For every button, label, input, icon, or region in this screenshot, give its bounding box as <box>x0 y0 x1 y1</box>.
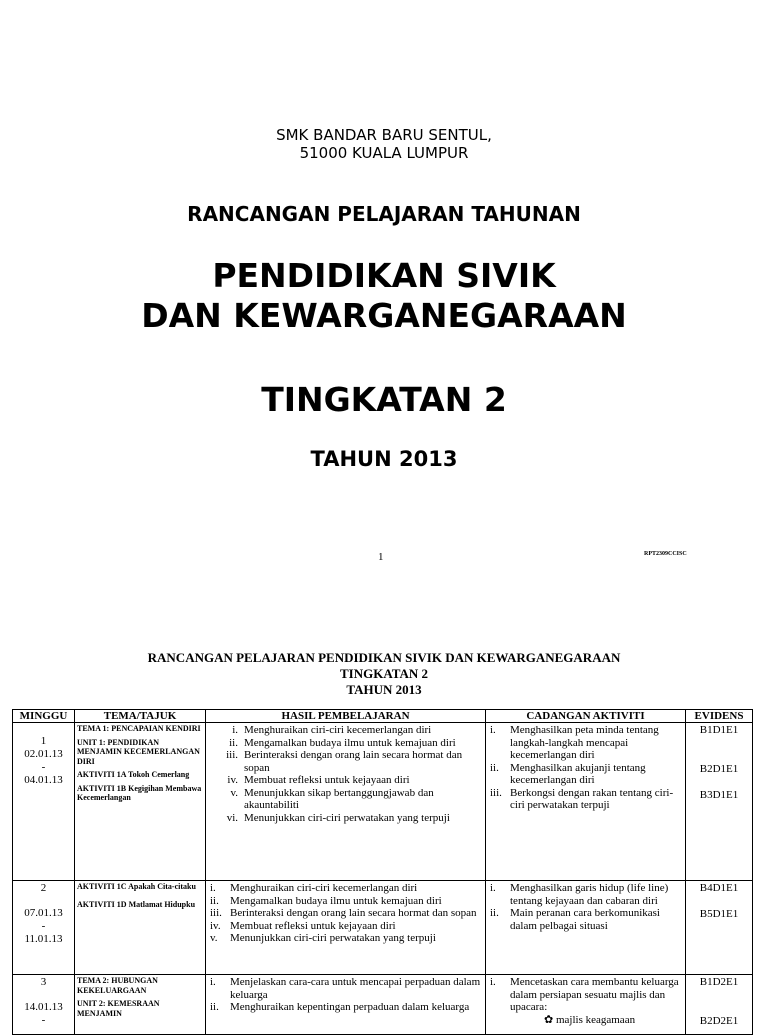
date-dash: - <box>41 761 46 773</box>
theme-title: TEMA 2: HUBUNGAN KEKELUARGAAN <box>77 976 158 995</box>
list-item: v. Menunjukkan sikap bertanggungjawab dan akauntabiliti <box>230 786 434 811</box>
date-dash: - <box>41 920 46 932</box>
document-code: RPT2309CCISC <box>644 551 687 557</box>
list-item: v. Menunjukkan ciri-ciri perwatakan yang terpuji <box>210 932 436 944</box>
theme-title: TEMA 1: PENCAPAIAN KENDIRI <box>77 724 201 733</box>
evidence-code: B1D2E1 <box>699 976 739 988</box>
list-item: ii. Main peranan cara berkomunikasi dalam pelbagai situasi <box>490 907 660 932</box>
activities-cell <box>486 723 686 881</box>
unit-title: UNIT 1: PENDIDIKAN MENJAMIN KECEMERLANGAN DIRI <box>77 737 200 766</box>
list-item: ii. Menghuraikan kepentingan perpaduan dalam keluarga <box>210 1001 470 1013</box>
table-row <box>13 881 753 975</box>
header-evidence: EVIDENS <box>686 710 753 723</box>
evidence-code: B2D2E1 <box>699 1015 739 1027</box>
evidence-code: B4D1E1 <box>699 882 739 894</box>
page2-year: TAHUN 2013 <box>346 682 422 697</box>
week-number: 2 <box>40 882 47 894</box>
outcomes-cell <box>206 881 486 975</box>
header-theme: TEMA/TAJUK <box>75 710 206 723</box>
bullet-icon: ✿ <box>544 1013 556 1026</box>
week-number: 3 <box>40 976 47 988</box>
page2-title: RANCANGAN PELAJARAN PENDIDIKAN SIVIK DAN KEWARGANEGARAAN <box>147 650 621 665</box>
outcomes-cell <box>206 975 486 1035</box>
sub-list-item: ✿ majlis keagamaan <box>544 1013 636 1026</box>
list-item: i. Mencetaskan cara membantu keluarga dalam persiapan sesuatu majlis dan upacara: <box>490 976 679 1013</box>
table-header-row <box>13 710 753 723</box>
evidence-code: B5D1E1 <box>699 908 739 920</box>
list-item: i. Menghuraikan ciri-ciri kecemerlangan diri <box>232 724 432 736</box>
theme-cell <box>75 723 206 881</box>
week-cell <box>13 975 75 1035</box>
week-cell <box>13 723 75 881</box>
list-item: iii. Berinteraksi dengan orang lain secara hormat dan sopan <box>210 907 477 919</box>
year-label: TAHUN 2013 <box>310 447 458 471</box>
form-level: TINGKATAN 2 <box>261 380 507 419</box>
header-outcomes: HASIL PEMBELAJARAN <box>206 710 486 723</box>
page2-form: TINGKATAN 2 <box>340 666 428 681</box>
theme-cell <box>75 975 206 1035</box>
date-start: 07.01.13 <box>24 907 63 919</box>
list-item: iv. Membuat refleksi untuk kejayaan diri <box>210 919 396 932</box>
week-number: 1 <box>40 735 47 747</box>
list-item: ii. Menghasilkan akujanji tentang kecemerlangan diri <box>490 761 646 786</box>
table-row <box>13 723 753 881</box>
plan-title: RANCANGAN PELAJARAN TAHUNAN <box>187 202 581 226</box>
list-item: iii. Berkongsi dengan rakan tentang ciri-ciri perwatakan terpuji <box>490 786 674 811</box>
evidence-cell <box>686 723 753 881</box>
evidence-code: B2D1E1 <box>699 763 739 775</box>
list-item: iv. Membuat refleksi untuk kejayaan diri <box>227 774 410 786</box>
table-row <box>13 975 753 1035</box>
activities-cell <box>486 881 686 975</box>
theme-cell <box>75 881 206 975</box>
activity-title: AKTIVITI 1B Kegigihan Membawa Kecemerlangan <box>77 783 202 802</box>
date-start: 02.01.13 <box>24 748 63 760</box>
activity-title: AKTIVITI 1C Apakah Cita-citaku <box>77 882 196 891</box>
outcomes-cell <box>206 723 486 881</box>
page-number: 1 <box>378 551 384 563</box>
date-start: 14.01.13 <box>24 1001 63 1013</box>
week-cell <box>13 881 75 975</box>
activity-title: AKTIVITI 1A Tokoh Cemerlang <box>77 770 190 779</box>
list-item: ii. Mengamalkan budaya ilmu untuk kemajuan diri <box>210 894 442 907</box>
list-item: i. Menghuraikan ciri-ciri kecemerlangan diri <box>210 882 418 894</box>
list-item: iii. Berinteraksi dengan orang lain secara hormat dan sopan <box>226 749 463 774</box>
list-item: ii. Mengamalkan budaya ilmu untuk kemajuan diri <box>229 736 456 749</box>
date-end: 11.01.13 <box>24 933 63 945</box>
school-address: 51000 KUALA LUMPUR <box>299 144 469 162</box>
subject-title-line2: DAN KEWARGANEGARAAN <box>141 296 627 335</box>
header-week: MINGGU <box>13 710 75 723</box>
activity-title: AKTIVITI 1D Matlamat Hidupku <box>77 899 196 909</box>
evidence-code: B1D1E1 <box>699 724 739 736</box>
list-item: vi. Menunjukkan ciri-ciri perwatakan yang terpuji <box>226 811 450 824</box>
unit-title: UNIT 2: KEMESRAAN MENJAMIN <box>77 999 160 1018</box>
date-dash: - <box>41 1014 46 1026</box>
subject-title-line1: PENDIDIKAN SIVIK <box>212 256 556 295</box>
lesson-plan-table <box>12 709 753 1035</box>
list-item: i. Menghasilkan peta minda tentang langkah-langkah mencapai kecemerlangan diri <box>490 724 659 761</box>
evidence-cell <box>686 881 753 975</box>
evidence-cell <box>686 975 753 1035</box>
school-name: SMK BANDAR BARU SENTUL, <box>276 126 492 144</box>
date-end: 04.01.13 <box>24 774 63 786</box>
evidence-code: B3D1E1 <box>699 789 739 801</box>
activities-cell <box>486 975 686 1035</box>
header-activities: CADANGAN AKTIVITI <box>486 710 686 723</box>
list-item: i. Menghasilkan garis hidup (life line) tentang kejayaan dan cabaran diri <box>490 882 669 907</box>
list-item: i. Menjelaskan cara-cara untuk mencapai perpaduan dalam keluarga <box>210 976 481 1001</box>
